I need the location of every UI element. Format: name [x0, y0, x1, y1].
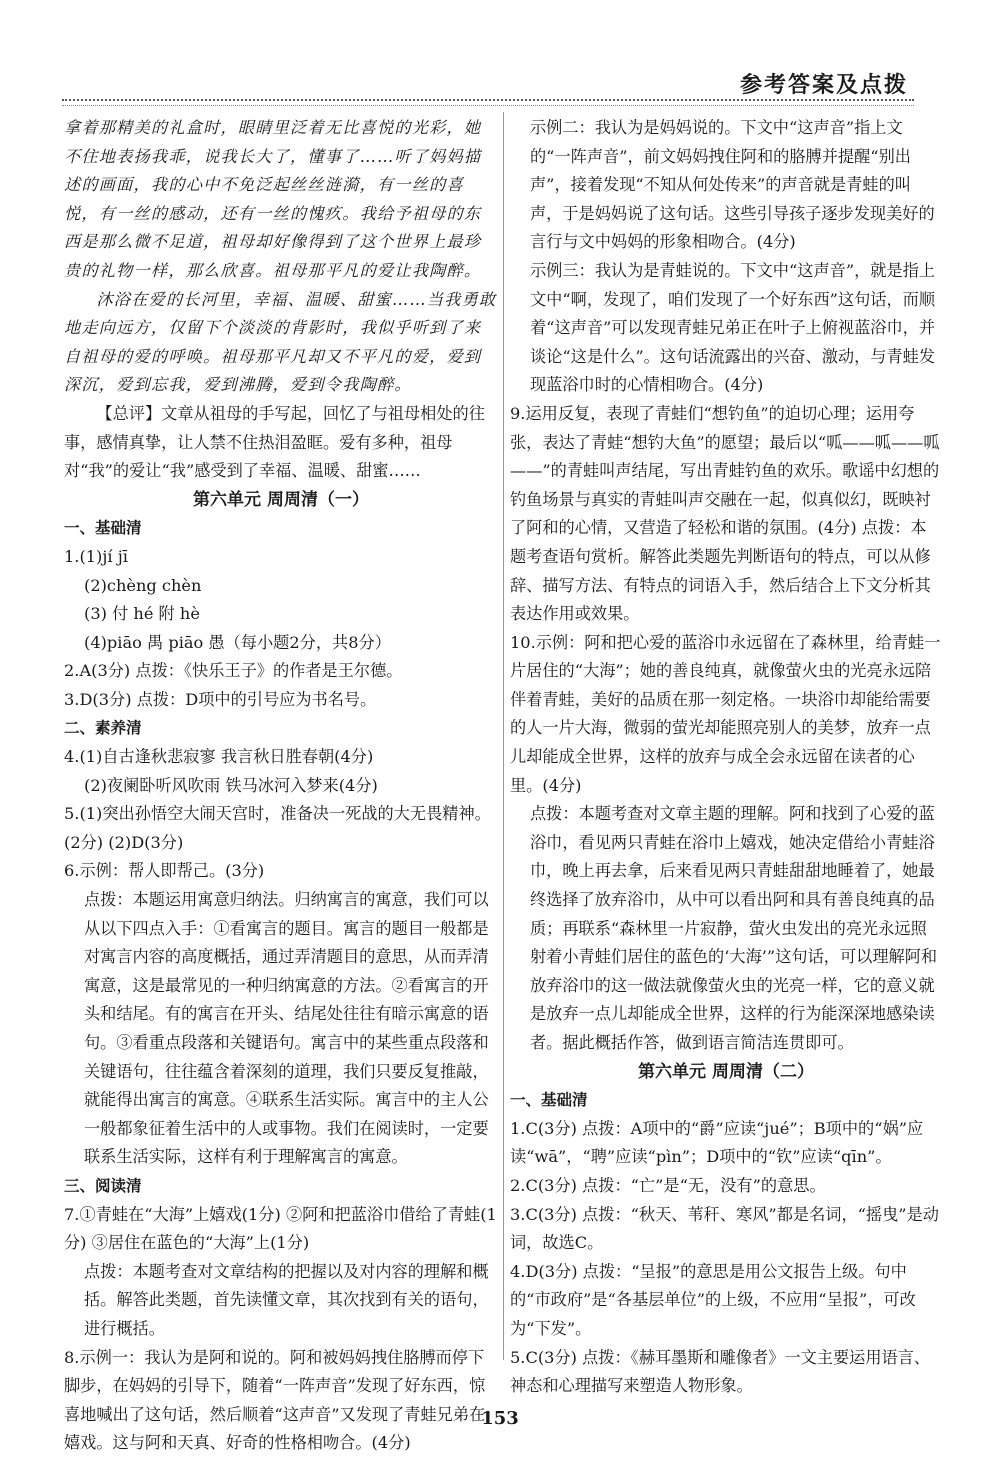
right-column	[510, 114, 942, 1401]
section-heading: 二、素养清	[64, 719, 142, 738]
section-heading: 一、基础清	[64, 519, 142, 538]
answer-paragraph: 1.C(3分) 点拨：A项中的“爵”应读“jué”；B项中的“娲”应读“wā”，“聘”应读“pìn”；D项中的“钦”应读“qīn”。	[510, 1118, 924, 1167]
unit-title: 第六单元 周周清（一）	[193, 489, 369, 510]
section-heading: 三、阅读清	[64, 1176, 142, 1195]
answer-paragraph: 8.示例一：我认为是阿和说的。阿和被妈妈拽住胳膊而停下脚步，在妈妈的引导下，随着“一阵声音”发现了好东西，惊喜地喊出了这句话，然后顺着“这声音”又发现了青蛙兄弟在嬉戏。这与阿和天真、好奇的性格相吻合。(4分)	[64, 1347, 486, 1453]
answer-paragraph: (3) 付 hé 附 hè	[84, 604, 200, 624]
column-divider	[503, 112, 504, 1360]
answer-paragraph: 10.示例：阿和把心爱的蓝浴巾永远留在了森林里，给青蛙一片居住的“大海”；她的善良纯真，就像萤火虫的光亮永远陪伴着青蛙，美好的品质在那一刻定格。一块浴巾却能给需要的人一片大海，微弱的萤光却能照亮别人的美梦，放弃一点儿却能成全世界，这样的放弃与成全会永远留在读者的心里。(4分)	[510, 632, 941, 795]
answer-paragraph: 6.示例：帮人即帮己。(3分)	[64, 861, 265, 881]
answer-paragraph: 5.C(3分) 点拨：《赫耳墨斯和雕像者》一文主要运用语言、神态和心理描写来塑造人物形象。	[510, 1347, 931, 1396]
header-title: 参考答案及点拨	[739, 73, 908, 98]
answer-paragraph: 3.D(3分) 点拨：D项中的引号应为书名号。	[64, 689, 377, 709]
answer-paragraph: 【总评】文章从祖母的手写起，回忆了与祖母相处的往事，感情真挚，让人禁不住热泪盈眶。爱有多种，祖母对“我”的爱让“我”感受到了幸福、温暖、甜蜜……	[64, 403, 485, 481]
page-number: 153	[481, 1408, 519, 1429]
answer-paragraph: 2.A(3分) 点拨：《快乐王子》的作者是王尔德。	[64, 661, 403, 681]
answer-paragraph: 4.D(3分) 点拨：“呈报”的意思是用公文报告上级。句中的“市政府”是“各基层单位”的上级，不应用“呈报”，可改为“下发”。	[510, 1261, 916, 1338]
answer-paragraph: (2)chèng chèn	[84, 575, 202, 595]
answer-paragraph: 示例三：我认为是青蛙说的。下文中“这声音”，就是指上文中“啊，发现了，咱们发现了一个好东西”这句话，而顺着“这声音”可以发现青蛙兄弟正在叶子上俯视蓝浴巾，并谈论“这是什么”。这句话流露出的兴奋、激动，与青蛙发现蓝浴巾时的心情相吻合。(4分)	[530, 260, 936, 395]
answer-paragraph: 9.运用反复，表现了青蛙们“想钓鱼”的迫切心理；运用夸张，表达了青蛙“想钓大鱼”的愿望；最后以“呱——呱——呱——”的青蛙叫声结尾，写出青蛙钓鱼的欢乐。歌谣中幻想的钓鱼场景与真实的青蛙叫声交融在一起，似真似幻，既映衬了阿和的心情，又营造了轻松和谐的氛围。(4分) 点拨：本题考查语句赏析。解答此类题先判断语句的特点，可以从修辞、描写方法、有特点的词语入手，然后结合上下文分析其表达作用或效果。	[510, 403, 940, 624]
answer-paragraph: 7.①青蛙在“大海”上嬉戏(1分) ②阿和把蓝浴巾借给了青蛙(1分) ③居住在蓝色的“大海”上(1分)	[64, 1204, 497, 1253]
answer-paragraph: (4)piāo 禺 piāo 愚（每小题2分，共8分）	[84, 632, 391, 652]
answer-paragraph: 点拨：本题考查对文章主题的理解。阿和找到了心爱的蓝浴巾，看见两只青蛙在浴巾上嬉戏，她决定借给小青蛙浴巾，晚上再去拿，后来看见两只青蛙甜甜地睡着了，她最终选择了放弃浴巾，从中可以看出阿和具有善良纯真的品质；再联系“森林里一片寂静，萤火虫发出的亮光永远照射着小青蛙们居住的蓝色的‘大海’”这句话，可以理解阿和放弃浴巾的这一做法就像萤火虫的光亮一样，它的意义就是放弃一点儿却能成全世界，这样的行为能深深地感染读者。据此概括作答，做到语言简洁连贯即可。	[530, 804, 938, 1052]
answer-paragraph: 4.(1)自古逢秋悲寂寥 我言秋日胜春朝(4分)	[64, 747, 374, 767]
section-heading: 一、基础清	[510, 1091, 588, 1110]
answer-paragraph: 5.(1)突出孙悟空大闹天宫时，准备决一死战的大无畏精神。(2分) (2)D(3分)	[64, 804, 491, 852]
answer-paragraph: 点拨：本题运用寓意归纳法。归纳寓言的寓意，我们可以从以下四点入手：①看寓言的题目。寓言的题目一般都是对寓言内容的高度概括，通过弄清题目的意思，从而弄清寓意，这是最常见的一种归纳寓意的方法。②看寓言的开头和结尾。有的寓言在开头、结尾处往往有暗示寓意的语句。③看重点段落和关键语句。寓言中的某些重点段落和关键语句，往往蕴含着深刻的道理，我们只要反复推敲，就能得出寓言的寓意。④联系生活实际。寓言中的主人公一般都象征着生活中的人或事物。我们在阅读时，一定要联系生活实际，这样有利于理解寓言的寓意。	[84, 890, 489, 1167]
answer-paragraph: (2)夜阑卧听风吹雨 铁马冰河入梦来(4分)	[84, 775, 378, 795]
answer-paragraph: 拿着那精美的礼盒时，眼睛里泛着无比喜悦的光彩，她不住地表扬我乖，说我长大了，懂事了……听了妈妈描述的画面，我的心中不免泛起丝丝涟漪，有一丝的喜悦，有一丝的感动，还有一丝的愧疚。我给予祖母的东西是那么微不足道，祖母却好像得到了这个世界上最珍贵的礼物一样，那么欣喜。祖母那平凡的爱让我陶醉。	[64, 118, 482, 280]
answer-paragraph: 示例二：我认为是妈妈说的。下文中“这声音”指上文的“一阵声音”，前文妈妈拽住阿和的胳膊并提醒“别出声”，接着发现“不知从何处传来”的声音就是青蛙的叫声，于是妈妈说了这句话。这些引导孩子逐步发现美好的言行与文中妈妈的形象相吻合。(4分)	[530, 118, 935, 252]
answer-paragraph: 2.C(3分) 点拨：“亡”是“无，没有”的意思。	[510, 1175, 826, 1195]
unit-title: 第六单元 周周清（二）	[638, 1061, 814, 1082]
left-column	[64, 114, 498, 1458]
answer-paragraph: 3.C(3分) 点拨：“秋天、苇秆、寒风”都是名词，“摇曳”是动词，故选C。	[510, 1204, 939, 1253]
answer-paragraph: 沐浴在爱的长河里，幸福、温暖、甜蜜……当我勇敢地走向远方，仅留下个淡淡的背影时，我似乎听到了来自祖母的爱的呼唤。祖母那平凡却又不平凡的爱，爱到深沉，爱到忘我，爱到沸腾，爱到令我陶醉。	[64, 289, 497, 395]
answer-paragraph: 点拨：本题考查对文章结构的把握以及对内容的理解和概括。解答此类题，首先读懂文章，其次找到有关的语句，进行概括。	[84, 1261, 489, 1338]
header-rule	[62, 99, 914, 106]
answer-paragraph: 1.(1)jí jī	[64, 546, 128, 566]
